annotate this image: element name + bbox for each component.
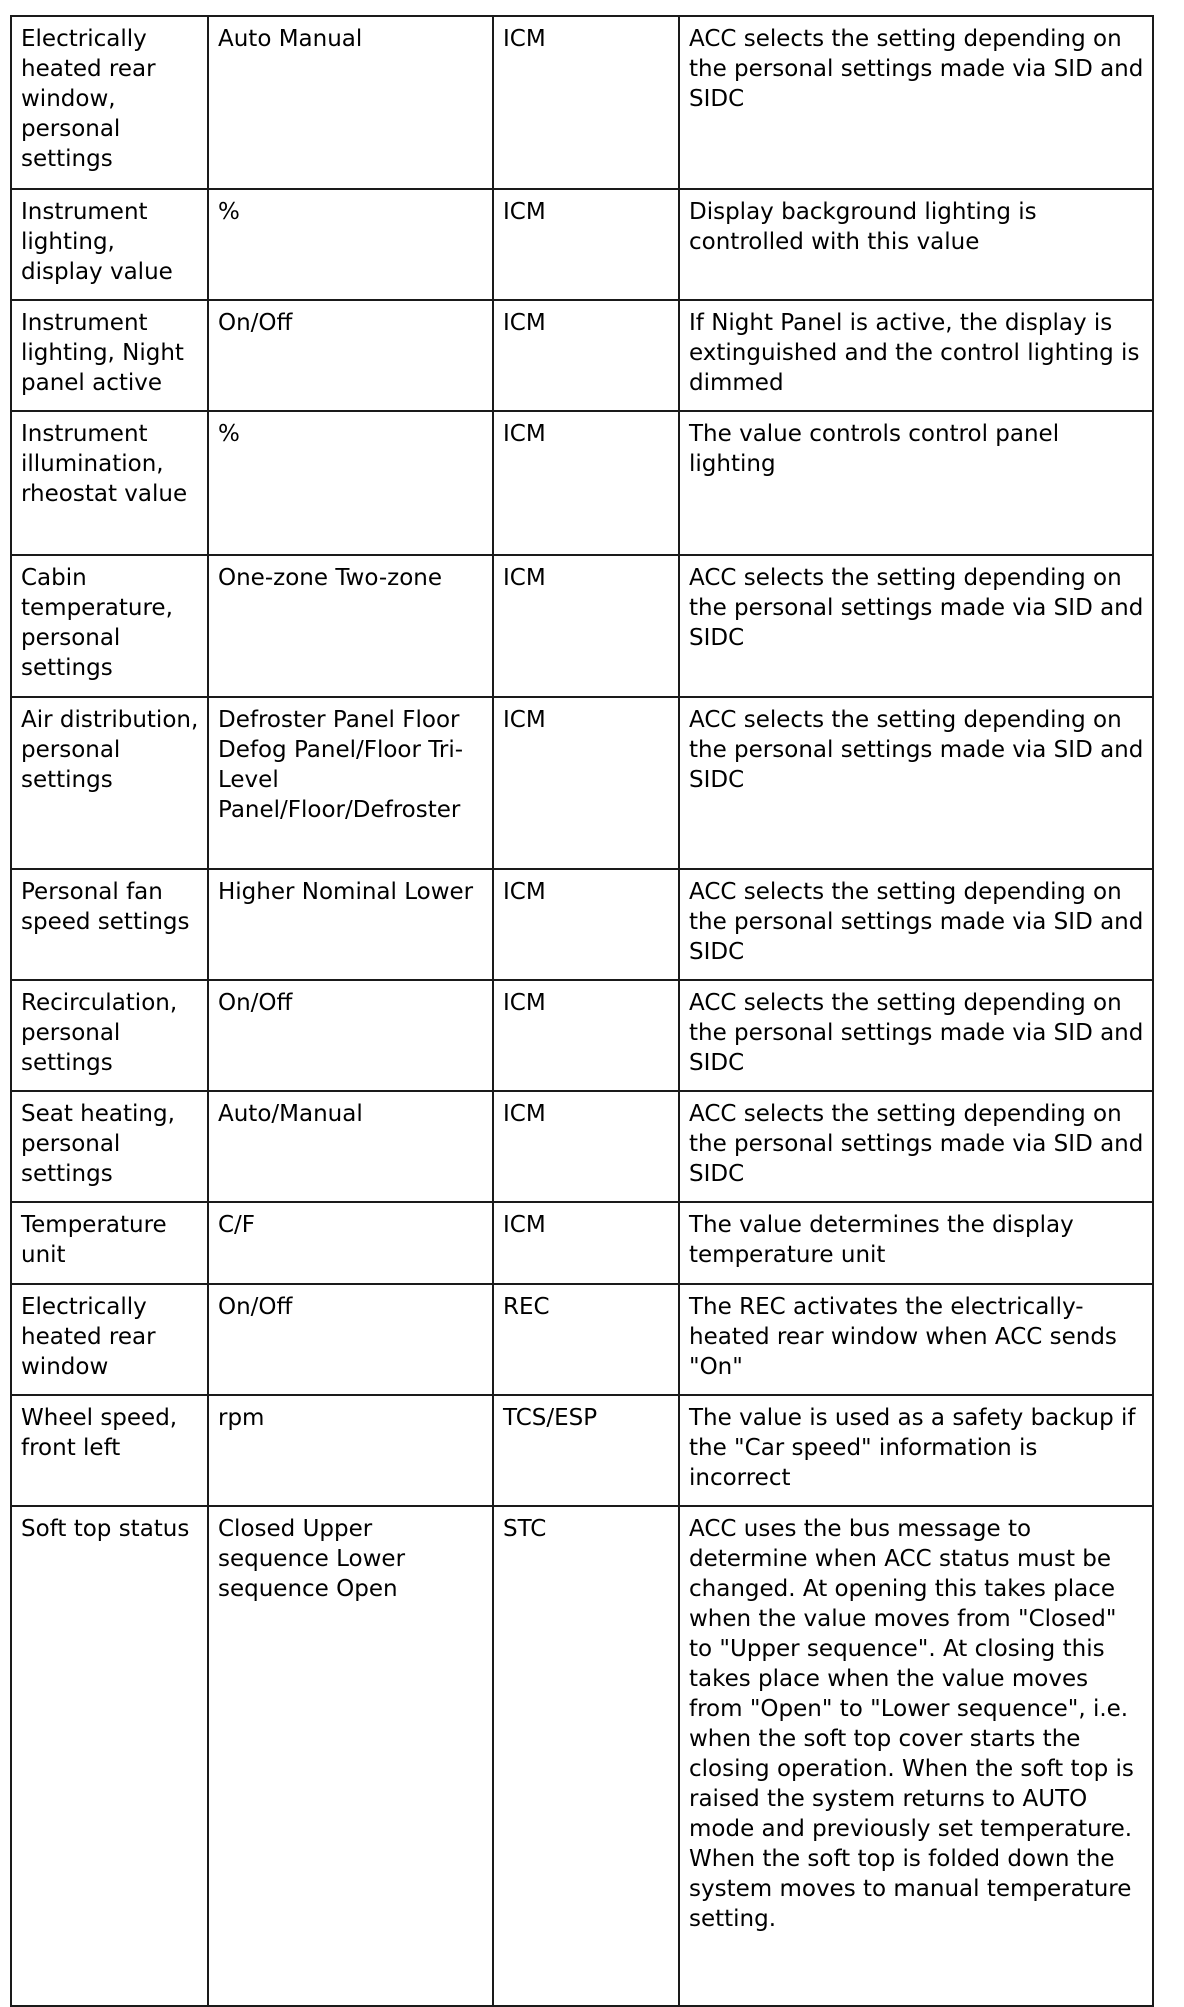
- value-cell: C/F: [208, 1202, 493, 1284]
- signal-name-cell: Instrument illumination, rheostat value: [11, 411, 208, 555]
- description-cell: Display background lighting is controlled with this value: [679, 189, 1153, 300]
- signal-name-cell: Cabin temperature, personal settings: [11, 555, 208, 697]
- table-row: [11, 555, 1153, 697]
- document-page: [10, 15, 1152, 2007]
- signal-name-cell: Instrument lighting, Night panel active: [11, 300, 208, 411]
- table-row: [11, 300, 1153, 411]
- table-row: [11, 411, 1153, 555]
- description-cell: ACC selects the setting depending on the personal settings made via SID and SIDC: [679, 555, 1153, 697]
- signal-name-cell: Personal fan speed settings: [11, 869, 208, 980]
- value-cell: On/Off: [208, 1284, 493, 1395]
- sender-cell: ICM: [493, 555, 679, 697]
- description-cell: ACC uses the bus message to determine when ACC status must be changed. At opening this takes place when the value moves from "Closed" to "Upper sequence". At closing this takes place when the value moves from "Open" to "Lower sequence", i.e. when the soft top cover starts the closing operation. When the soft top is raised the system returns to AUTO mode and previously set temperature. When the soft top is folded down the system moves to manual temperature setting.: [679, 1506, 1153, 2006]
- table-row: [11, 1091, 1153, 1202]
- value-cell: Auto/Manual: [208, 1091, 493, 1202]
- sender-cell: ICM: [493, 300, 679, 411]
- description-cell: ACC selects the setting depending on the personal settings made via SID and SIDC: [679, 869, 1153, 980]
- signal-name-cell: Electrically heated rear window, personal settings: [11, 16, 208, 189]
- description-cell: ACC selects the setting depending on the personal settings made via SID and SIDC: [679, 980, 1153, 1091]
- signal-name-cell: Temperature unit: [11, 1202, 208, 1284]
- description-cell: The REC activates the electrically-heated rear window when ACC sends "On": [679, 1284, 1153, 1395]
- signal-name-cell: Soft top status: [11, 1506, 208, 2006]
- sender-cell: ICM: [493, 1202, 679, 1284]
- table-row: [11, 869, 1153, 980]
- sender-cell: ICM: [493, 16, 679, 189]
- description-cell: ACC selects the setting depending on the personal settings made via SID and SIDC: [679, 697, 1153, 869]
- table-row: [11, 1395, 1153, 1506]
- sender-cell: ICM: [493, 869, 679, 980]
- table-row: [11, 1506, 1153, 2006]
- value-cell: One-zone Two-zone: [208, 555, 493, 697]
- signal-name-cell: Seat heating, personal settings: [11, 1091, 208, 1202]
- table-row: [11, 1202, 1153, 1284]
- sender-cell: ICM: [493, 1091, 679, 1202]
- description-cell: ACC selects the setting depending on the personal settings made via SID and SIDC: [679, 16, 1153, 189]
- value-cell: On/Off: [208, 980, 493, 1091]
- value-cell: %: [208, 411, 493, 555]
- value-cell: Defroster Panel Floor Defog Panel/Floor Tri-Level Panel/Floor/Defroster: [208, 697, 493, 869]
- sender-cell: ICM: [493, 411, 679, 555]
- value-cell: rpm: [208, 1395, 493, 1506]
- value-cell: Auto Manual: [208, 16, 493, 189]
- value-cell: %: [208, 189, 493, 300]
- sender-cell: REC: [493, 1284, 679, 1395]
- sender-cell: ICM: [493, 189, 679, 300]
- description-cell: The value is used as a safety backup if the "Car speed" information is incorrect: [679, 1395, 1153, 1506]
- description-cell: The value controls control panel lighting: [679, 411, 1153, 555]
- table-row: [11, 980, 1153, 1091]
- table-row: [11, 1284, 1153, 1395]
- description-cell: ACC selects the setting depending on the personal settings made via SID and SIDC: [679, 1091, 1153, 1202]
- signal-name-cell: Electrically heated rear window: [11, 1284, 208, 1395]
- table-row: [11, 189, 1153, 300]
- signal-name-cell: Recirculation, personal settings: [11, 980, 208, 1091]
- signal-name-cell: Wheel speed, front left: [11, 1395, 208, 1506]
- table-row: [11, 16, 1153, 189]
- description-cell: The value determines the display temperature unit: [679, 1202, 1153, 1284]
- value-cell: Closed Upper sequence Lower sequence Open: [208, 1506, 493, 2006]
- description-cell: If Night Panel is active, the display is extinguished and the control lighting is dimmed: [679, 300, 1153, 411]
- signal-name-cell: Instrument lighting, display value: [11, 189, 208, 300]
- signal-name-cell: Air distribution, personal settings: [11, 697, 208, 869]
- sender-cell: ICM: [493, 980, 679, 1091]
- signal-table: [10, 15, 1154, 2007]
- sender-cell: STC: [493, 1506, 679, 2006]
- sender-cell: ICM: [493, 697, 679, 869]
- table-row: [11, 697, 1153, 869]
- value-cell: Higher Nominal Lower: [208, 869, 493, 980]
- sender-cell: TCS/ESP: [493, 1395, 679, 1506]
- value-cell: On/Off: [208, 300, 493, 411]
